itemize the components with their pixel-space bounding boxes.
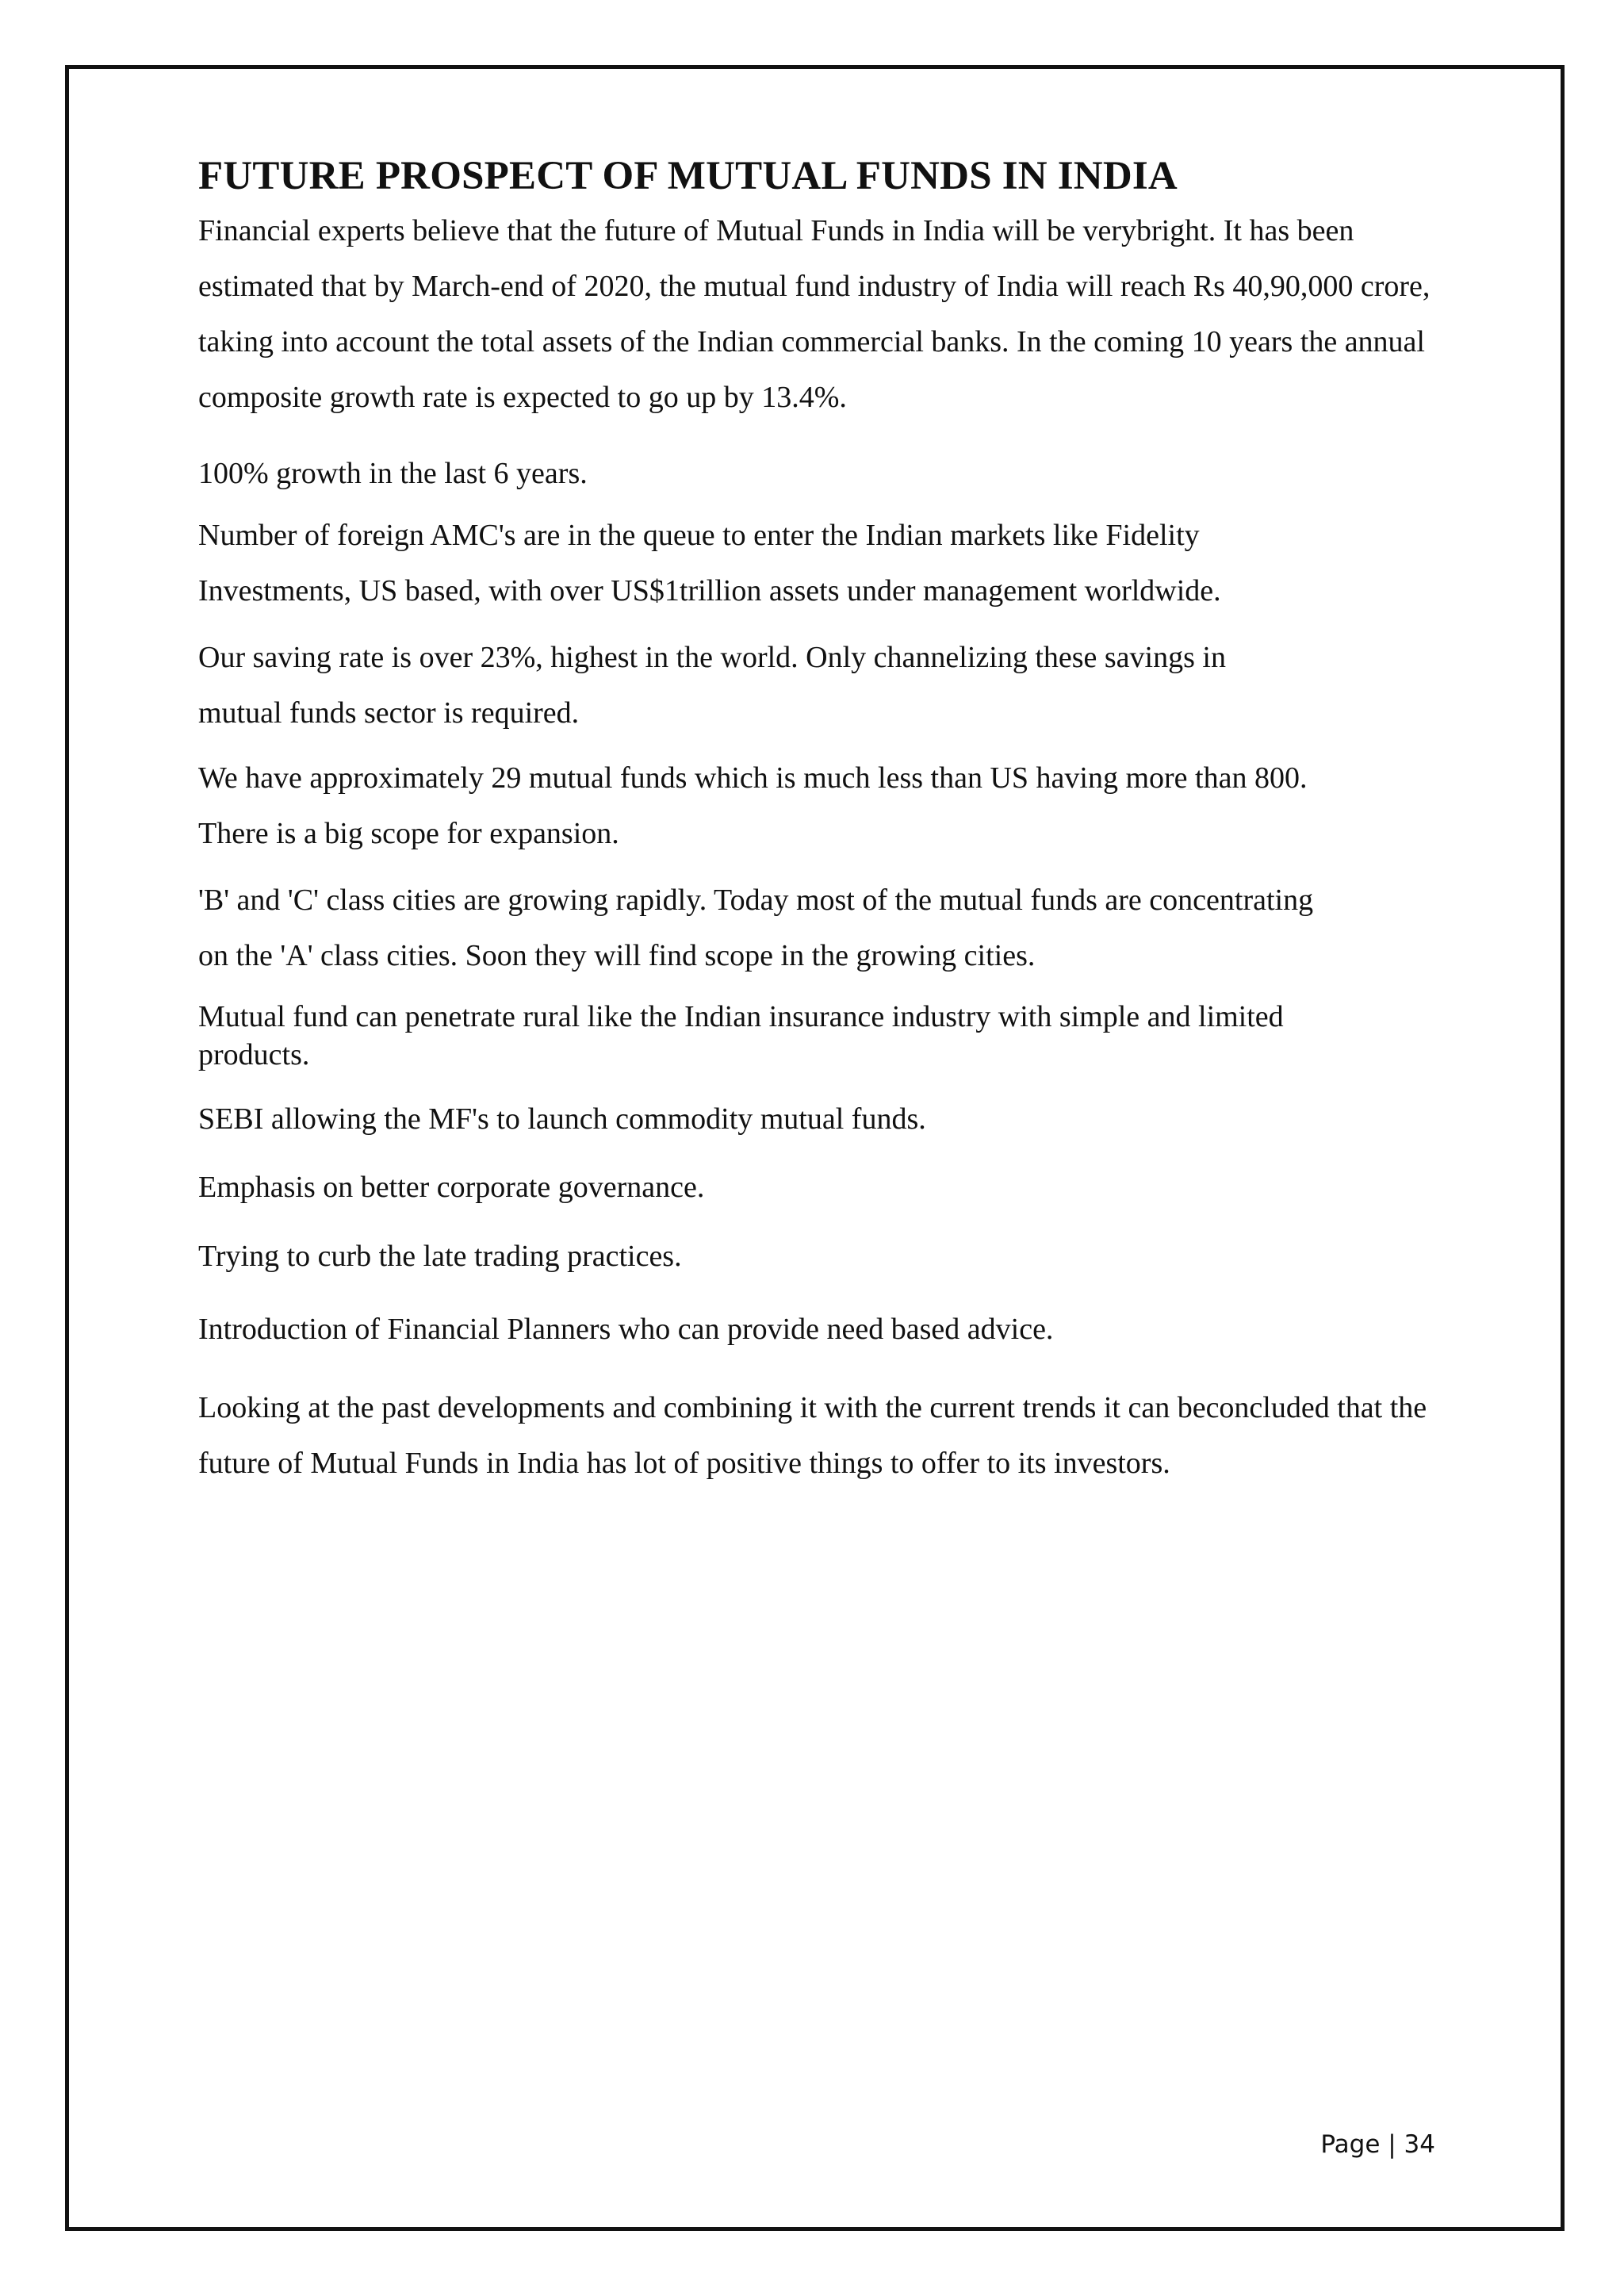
foreign-amc-paragraph: Number of foreign AMC's are in the queue to enter the Indian markets like Fidelity Investments, US based, with over US$1trillion assets under management worldwide. (198, 519, 1221, 608)
growth-paragraph: 100% growth in the last 6 years. (198, 457, 588, 490)
governance-paragraph: Emphasis on better corporate governance. (198, 1171, 705, 1204)
page-number: Page | 34 (1320, 2130, 1435, 2159)
page-content (198, 151, 1451, 1491)
financial-planners-paragraph: Introduction of Financial Planners who can provide need based advice. (198, 1313, 1054, 1346)
intro-paragraph: Financial experts believe that the future of Mutual Funds in India will be verybright. It has been estimated that by March-end of 2020, the mutual fund industry of India will reach Rs 40,90,000 crore, taking into account the total assets of the Indian commercial banks. In the coming 10 years the annual composite growth rate is expected to go up by 13.4%. (198, 214, 1431, 414)
city-class-paragraph: 'B' and 'C' class cities are growing rapidly. Today most of the mutual funds are concentrating on the 'A' class cities. Soon they will find scope in the growing cities. (198, 884, 1314, 972)
sebi-paragraph: SEBI allowing the MF's to launch commodity mutual funds. (198, 1102, 926, 1136)
conclusion-paragraph: Looking at the past developments and combining it with the current trends it can beconcluded that the future of Mutual Funds in India has lot of positive things to offer to its investors. (198, 1391, 1427, 1480)
page-title: FUTURE PROSPECT OF MUTUAL FUNDS IN INDIA (198, 154, 1178, 198)
rural-penetration-paragraph: Mutual fund can penetrate rural like the Indian insurance industry with simple and limited products. (198, 1000, 1284, 1071)
late-trading-paragraph: Trying to curb the late trading practices. (198, 1240, 682, 1273)
number-of-funds-paragraph: We have approximately 29 mutual funds which is much less than US having more than 800. There is a big scope for expansion. (198, 761, 1308, 850)
saving-rate-paragraph: Our saving rate is over 23%, highest in the world. Only channelizing these savings in mutual funds sector is required. (198, 641, 1226, 730)
